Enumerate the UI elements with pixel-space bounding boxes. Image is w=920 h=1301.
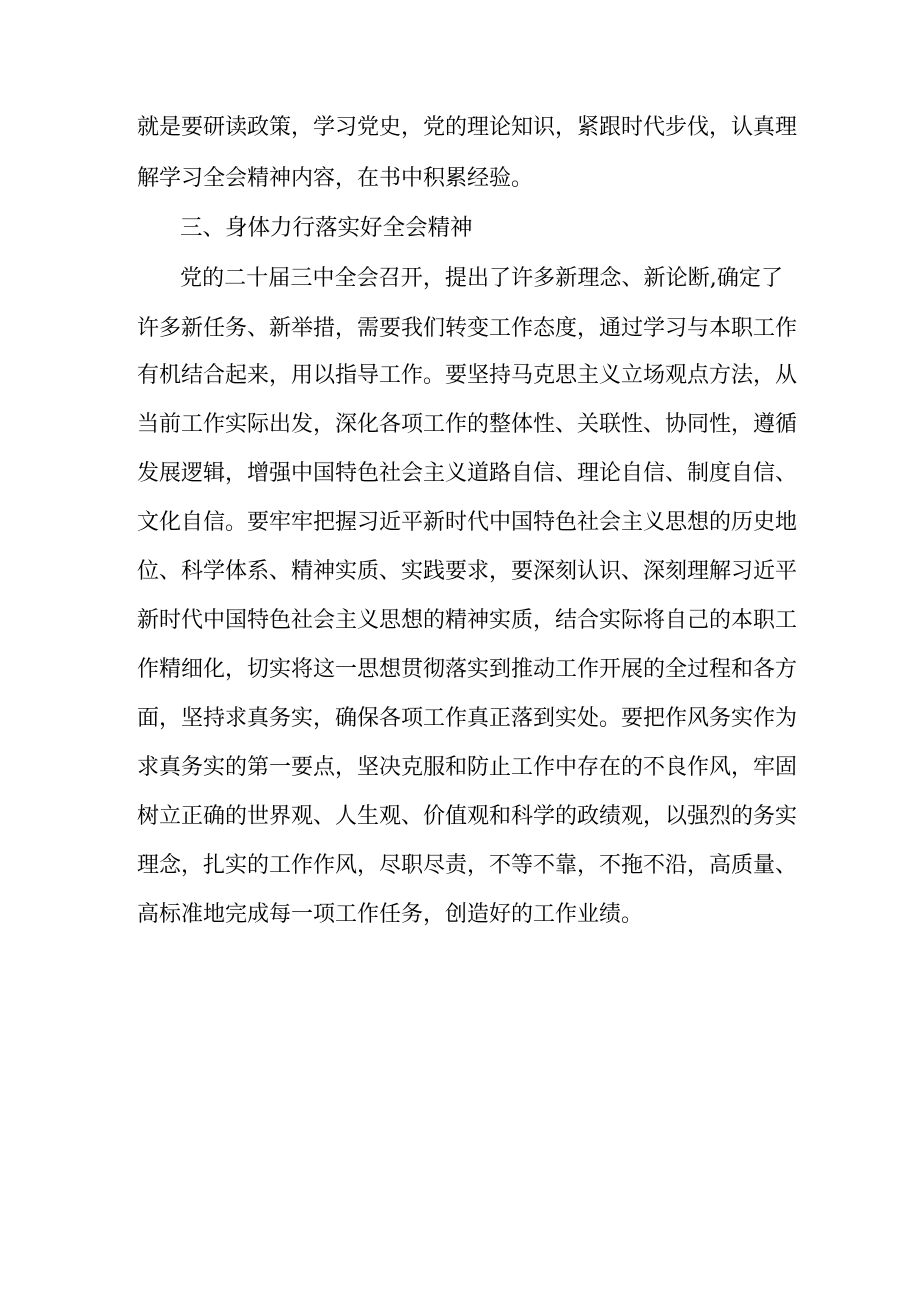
- paragraph-line-8: 新时代中国特色社会主义思想的精神实质，结合实际将自己的本职工: [137, 608, 798, 633]
- intro-line-2: 解学习全会精神内容，在书中积累经验。: [137, 166, 534, 191]
- paragraph-line-12: 树立正确的世界观、人生观、价值观和科学的政绩观，以强烈的务实: [137, 804, 798, 829]
- paragraph-line-4: 当前工作实际出发，深化各项工作的整体性、关联性、协同性，遵循: [137, 412, 798, 437]
- paragraph-line-11: 求真务实的第一要点，坚决克服和防止工作中存在的不良作风，牢固: [137, 755, 798, 780]
- paragraph-line-10: 面，坚持求真务实，确保各项工作真正落到实处。要把作风务实作为: [137, 706, 798, 731]
- intro-line-1: 就是要研读政策，学习党史，党的理论知识，紧跟时代步伐，认真理: [137, 115, 798, 140]
- paragraph-line-7: 位、科学体系、精神实质、实践要求，要深刻认识、深刻理解习近平: [137, 559, 798, 584]
- paragraph-line-13: 理念，扎实的工作作风，尽职尽责，不等不靠，不拖不沿，高质量、: [137, 853, 798, 878]
- paragraph-line-6: 文化自信。要牢牢把握习近平新时代中国特色社会主义思想的历史地: [137, 510, 798, 535]
- section-heading: 三、身体力行落实好全会精神: [180, 215, 473, 241]
- paragraph-line-9: 作精细化，切实将这一思想贯彻落实到推动工作开展的全过程和各方: [137, 657, 798, 682]
- paragraph-line-5: 发展逻辑，增强中国特色社会主义道路自信、理论自信、制度自信、: [137, 461, 798, 486]
- paragraph-line-2: 许多新任务、新举措，需要我们转变工作态度，通过学习与本职工作: [137, 316, 798, 341]
- paragraph-line-3: 有机结合起来，用以指导工作。要坚持马克思主义立场观点方法，从: [137, 363, 798, 388]
- paragraph-line-1: 党的二十届三中全会召开，提出了许多新理念、新论断,确定了: [180, 266, 783, 291]
- paragraph-line-14: 高标准地完成每一项工作任务，创造好的工作业绩。: [137, 902, 644, 927]
